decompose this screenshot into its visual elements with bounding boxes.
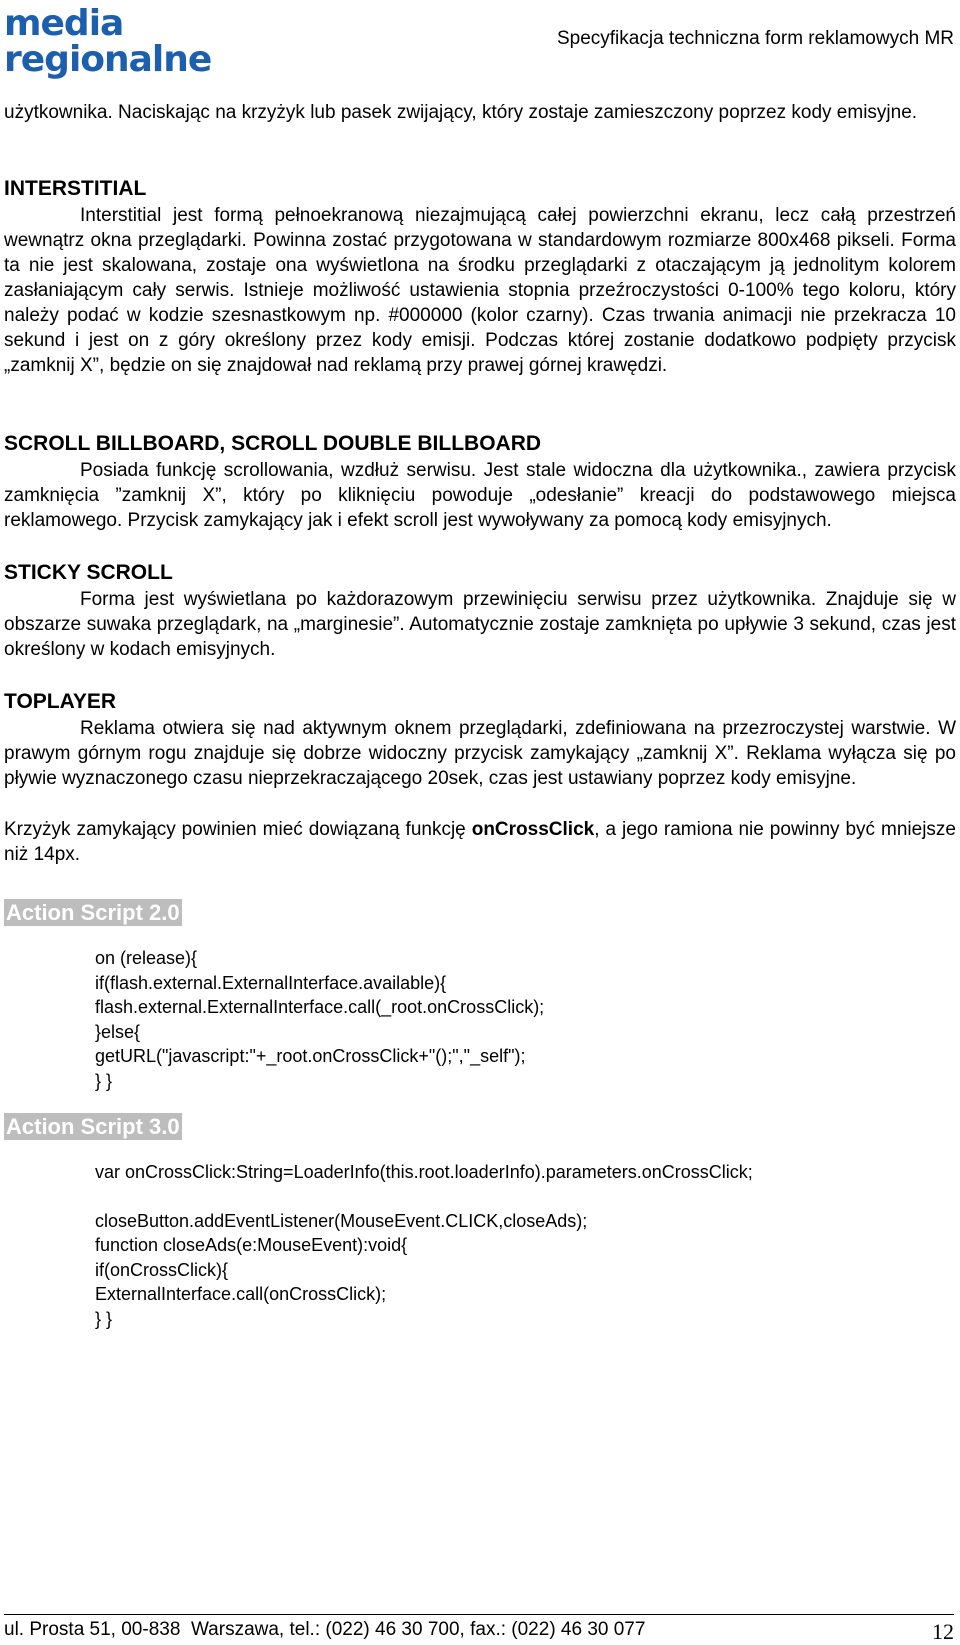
code-line: on (release){ <box>95 948 198 968</box>
page-number: 12 <box>932 1619 954 1644</box>
code-line: ExternalInterface.call(onCrossClick); <box>95 1284 387 1304</box>
paragraph-toplayer: Reklama otwiera się nad aktywnym oknem przeglądarki, zdefiniowana na przezroczystej warstwie. W prawym górnym rogu znajduje się dobrze widoczny przycisk zamykający „zamknij X”. Reklama wyłącza się po pływie wyznaczonego czasu nieprzekraczającego 20sek, czas jest ustawiany poprzez kody emisyjne. <box>4 718 956 789</box>
as3-code-block <box>95 1160 956 1331</box>
code-line: flash.external.ExternalInterface.call(_root.onCrossClick); <box>95 997 545 1017</box>
code-line: } } <box>95 1070 113 1091</box>
code-line: if(flash.external.ExternalInterface.available){ <box>95 972 447 993</box>
code-line: }else{ <box>95 1021 141 1042</box>
media-regionalne-logo <box>4 3 212 84</box>
crossclick-text-before: Krzyżyk zamykający powinien mieć dowiązaną funkcję <box>4 819 472 840</box>
document-header-title: Specyfikacja techniczna form reklamowych MR <box>556 28 954 49</box>
paragraph-scroll-billboard: Posiada funkcję scrollowania, wzdłuż serwisu. Jest stale widoczna dla użytkownika., zawiera przycisk zamknięcia ”zamknij X”, który po kliknięciu powoduje „odesłanie” kreacji do podstawowego miejsca reklamowego. Przycisk zamykający jak i efekt scroll jest wywoływany za pomocą kody emisyjnych. <box>4 460 956 531</box>
code-line: } } <box>95 1308 113 1329</box>
code-line: if(onCrossClick){ <box>95 1259 229 1280</box>
paragraph-crossclick <box>4 817 956 867</box>
code-line: closeButton.addEventListener(MouseEvent.CLICK,closeAds); <box>95 1210 588 1231</box>
heading-interstitial: INTERSTITIAL <box>4 177 147 200</box>
crossclick-function-name: onCrossClick <box>471 819 595 840</box>
page-footer <box>4 1614 954 1645</box>
logo-line-2: regionalne <box>4 39 212 80</box>
code-line: var onCrossClick:String=LoaderInfo(this.root.loaderInfo).parameters.onCrossClick; <box>95 1162 753 1182</box>
code-line: getURL("javascript:"+_root.onCrossClick+"();","_self"); <box>95 1046 526 1066</box>
logo-line-1: media <box>4 3 124 44</box>
crossclick-text-after: , a jego ramiona nie powinny być mniejsze niż 14px. <box>4 819 956 865</box>
heading-toplayer: TOPLAYER <box>4 690 117 713</box>
code-line: function closeAds(e:MouseEvent):void{ <box>95 1235 408 1255</box>
footer-address: ul. Prosta 51, 00-838 Warszawa, tel.: (022) 46 30 700, fax.: (022) 46 30 077 <box>4 1619 646 1640</box>
heading-sticky-scroll: STICKY SCROLL <box>4 561 173 584</box>
page-content <box>4 100 956 1331</box>
as3-label: Action Script 3.0 <box>6 1114 180 1139</box>
heading-scroll-billboard: SCROLL BILLBOARD, SCROLL DOUBLE BILLBOARD <box>4 432 542 455</box>
paragraph-interstitial: Interstitial jest formą pełnoekranową niezajmującą całej powierzchni ekranu, lecz całą przestrzeń wewnątrz okna przeglądarki. Powinna zostać przygotowana w standardowym rozmiarze 800x468 pikseli. Forma ta nie jest skalowana, zostaje ona wyświetlona na środku przeglądarki z otaczającym ją jednolitym kolorem zasłaniającym cały serwis. Istnieje możliwość ustawienia stopnia przeźroczystości 0-100% tego koloru, który należy podać w kodzie szesnastkowym np. #000000 (kolor czarny). Czas trwania animacji nie przekracza 10 sekund i jest on z góry określony przez kody emisji. Podczas której zostanie dodatkowo podpięty przycisk „zamknij X”, będzie on się znajdował nad reklamą przy prawej górnej krawędzi. <box>4 205 956 376</box>
as2-code-block <box>95 946 956 1093</box>
paragraph-sticky-scroll: Forma jest wyświetlana po każdorazowym przewinięciu serwisu przez użytkownika. Znajduje się w obszarze suwaka przeglądark, na „marginesie”. Automatycznie zostaje zamknięta po upływie 3 sekund, czas jest określony w kodach emisyjnych. <box>4 589 956 660</box>
as2-label: Action Script 2.0 <box>6 900 180 925</box>
intro-paragraph: użytkownika. Naciskając na krzyżyk lub pasek zwijający, który zostaje zamieszczony poprzez kody emisyjne. <box>4 102 918 123</box>
